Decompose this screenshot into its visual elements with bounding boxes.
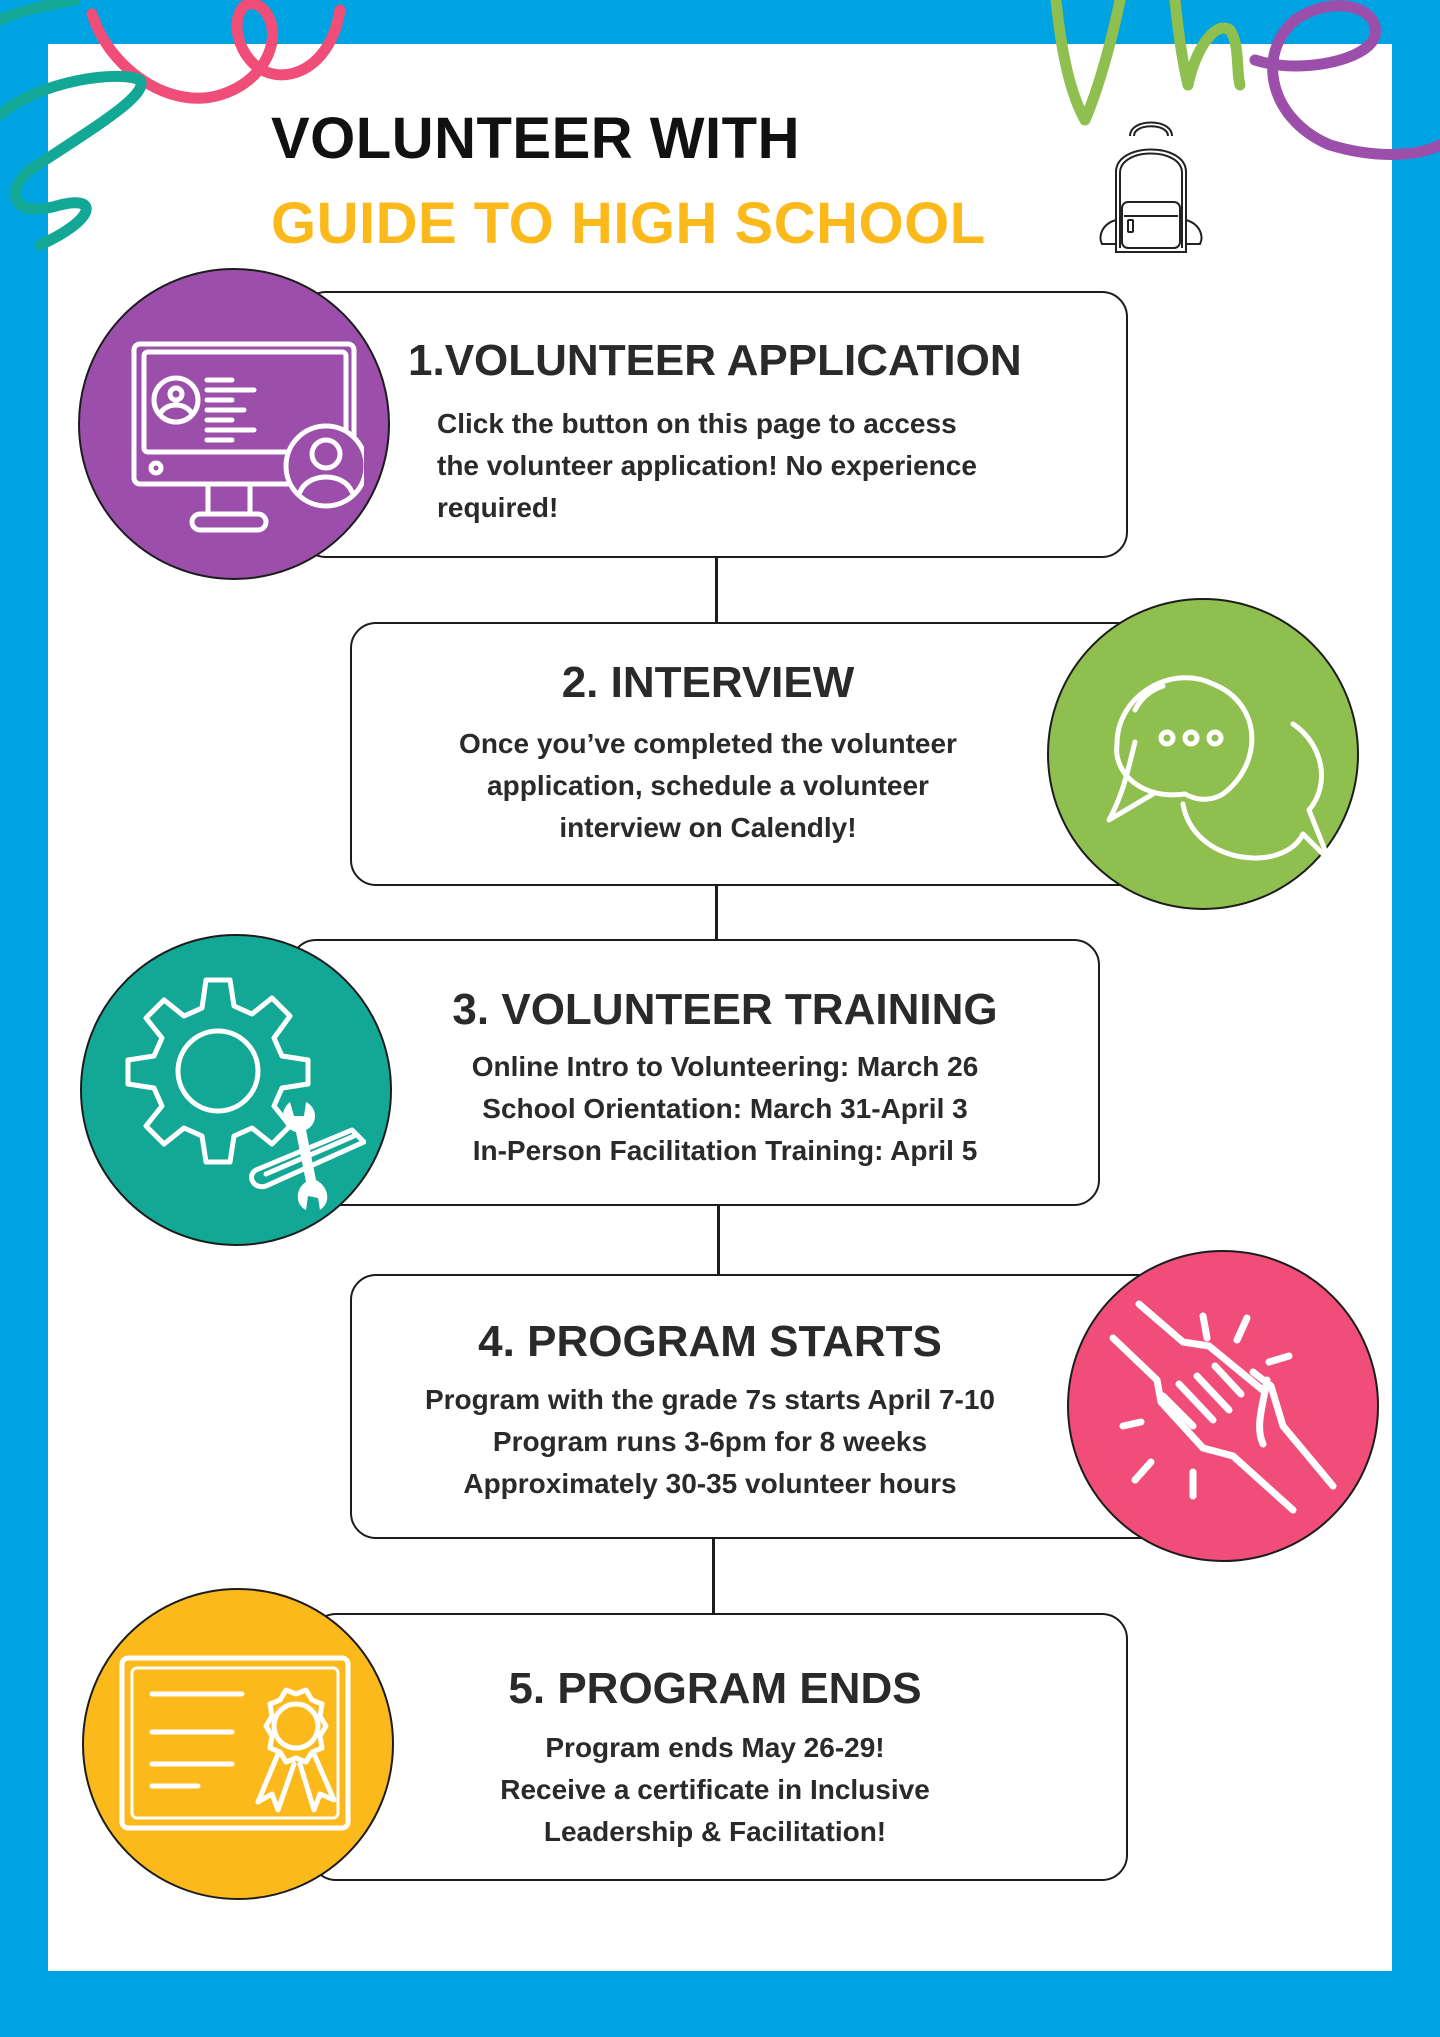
handshake-icon: [1093, 1276, 1353, 1536]
step-3-icon-circle: [80, 934, 392, 1246]
step-1-icon-circle: [78, 268, 390, 580]
step-5-icon-circle: [82, 1588, 394, 1900]
certificate-icon: [108, 1614, 368, 1874]
step-5-heading: 5. PROGRAM ENDS: [508, 1664, 922, 1713]
connector-3-4: [717, 1205, 720, 1275]
step-3-heading: 3. VOLUNTEER TRAINING: [452, 985, 998, 1034]
step-1-body: Click the button on this page to access the volunteer application! No experience required!: [437, 408, 977, 523]
step-1-heading: 1.VOLUNTEER APPLICATION: [408, 336, 1022, 385]
connector-2-3: [715, 885, 718, 941]
step-2-body: Once you’ve completed the volunteer application, schedule a volunteer interview on Calendly!: [459, 728, 957, 843]
chat-bubbles-icon: [1073, 624, 1333, 884]
step-2-icon-circle: [1047, 598, 1359, 910]
step-3-body: Online Intro to Volunteering: March 26 School Orientation: March 31-April 3 In-Person Facilitation Training: April 5: [471, 1051, 979, 1166]
gear-tools-icon: [106, 960, 366, 1220]
step-4-icon-circle: [1067, 1250, 1379, 1562]
connector-1-2: [715, 557, 718, 623]
connector-4-5: [712, 1538, 715, 1614]
backpack-icon: [1078, 112, 1224, 258]
computer-profile-icon: [104, 294, 364, 554]
title-line-1: VOLUNTEER WITH: [271, 106, 800, 171]
title-line-2: GUIDE TO HIGH SCHOOL: [271, 191, 986, 256]
step-2-heading: 2. INTERVIEW: [561, 658, 855, 707]
step-4-heading: 4. PROGRAM STARTS: [478, 1317, 942, 1366]
step-4-body: Program with the grade 7s starts April 7-10 Program runs 3-6pm for 8 weeks Approximately 30-35 volunteer hours: [424, 1384, 996, 1499]
step-5-body: Program ends May 26-29! Receive a certificate in Inclusive Leadership & Facilitation!: [500, 1732, 930, 1847]
